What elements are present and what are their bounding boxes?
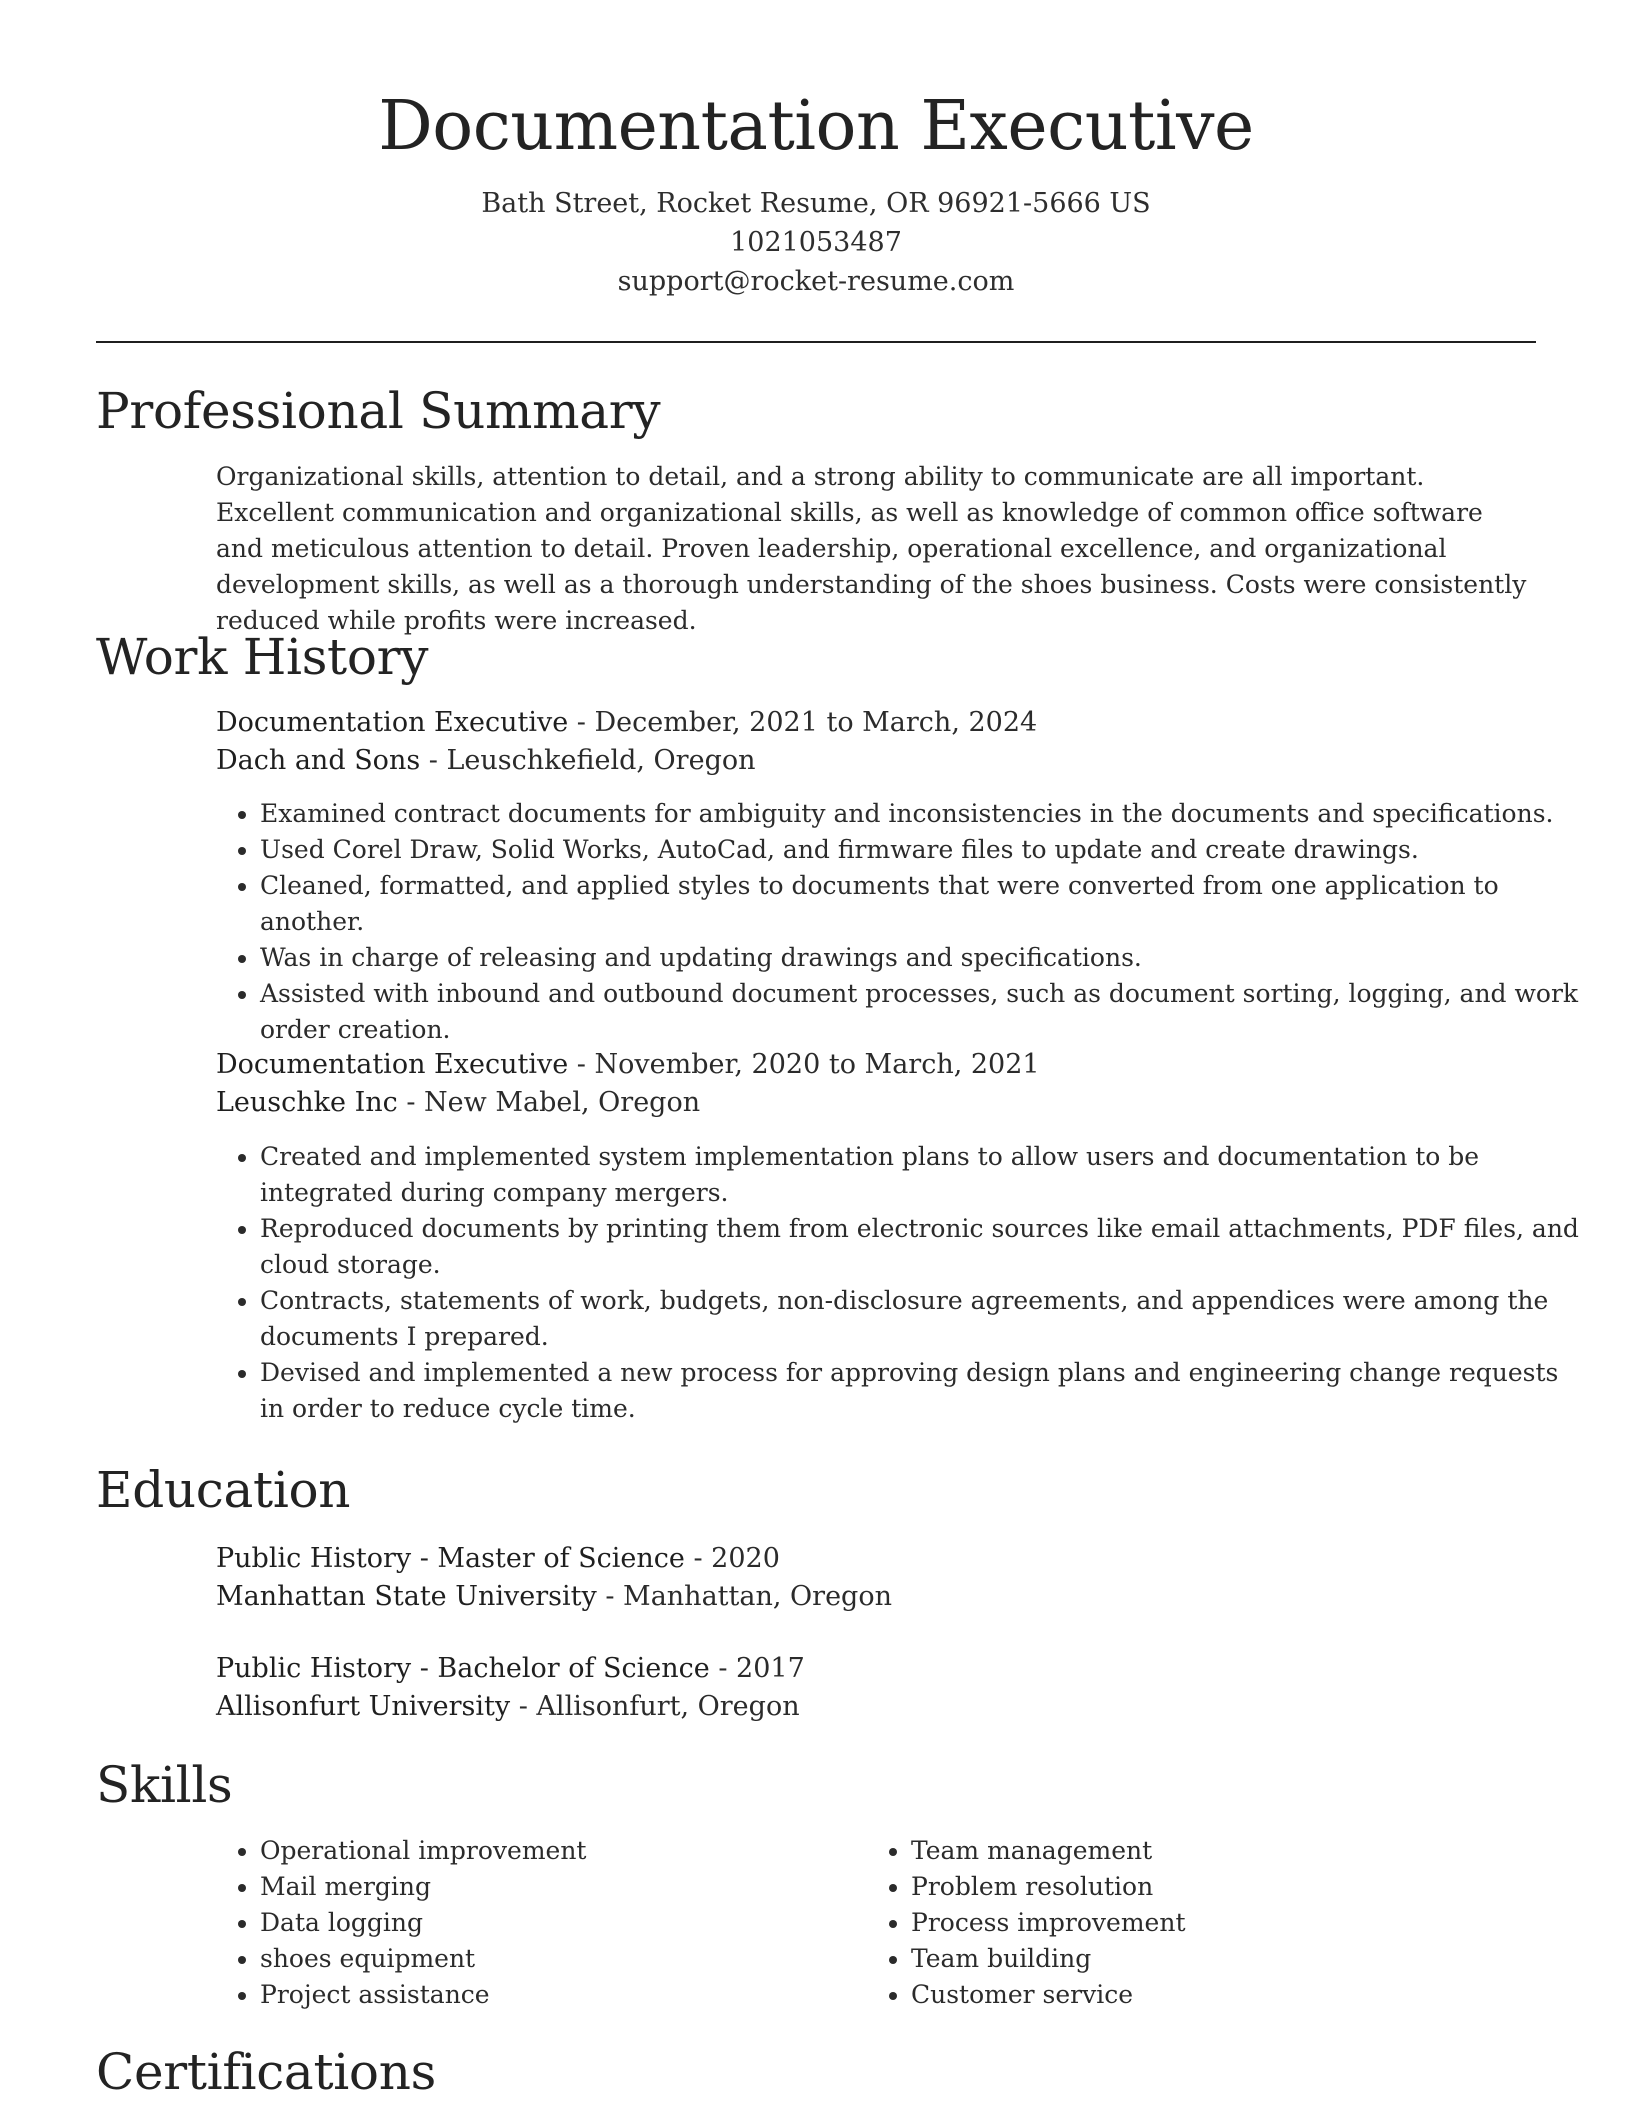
job-role: Documentation Executive: [216, 707, 569, 738]
skill-item: • Mail merging: [260, 1869, 880, 1905]
skills-list-right: [867, 1833, 1531, 2013]
education-location: - Allisonfurt, Oregon: [510, 1691, 800, 1722]
education-degree: Public History - Master of Science: [216, 1543, 685, 1574]
skill-item: • Team management: [911, 1833, 1531, 1869]
list-item: • Created and implemented system implementation plans to allow users and documentation to be integrated during company mergers.: [260, 1139, 1580, 1211]
education-entry-2: [216, 1650, 1536, 1726]
job-company: Leuschke Inc: [216, 1087, 398, 1118]
job-1-bullets: [216, 796, 1580, 1048]
section-title-work-history: Work History: [96, 628, 429, 686]
list-item: • Cleaned, formatted, and applied styles to documents that were converted from one application to another.: [260, 868, 1580, 940]
skills-list-left: [216, 1833, 880, 2013]
list-item: • Assisted with inbound and outbound document processes, such as document sorting, logging, and work order creation.: [260, 976, 1580, 1048]
job-role: Documentation Executive: [216, 1049, 569, 1080]
skill-item: • Data logging: [260, 1905, 880, 1941]
contact-phone: 1021053487: [730, 227, 902, 258]
job-title-line: [216, 1046, 1536, 1084]
skill-item: • shoes equipment: [260, 1941, 880, 1977]
summary-paragraph: Organizational skills, attention to detail, and a strong ability to communicate are all important. Excellent communication and organizational skills, as well as knowledge of common office software and meticulous attention to detail. Proven leadership, operational excellence, and organizational development skills, as well as a thorough understanding of the shoes business. Costs were consistently reduced while profits were increased.: [216, 462, 1527, 635]
section-title-education: Education: [96, 1461, 351, 1519]
education-school: Manhattan State University: [216, 1581, 597, 1612]
skill-item: • Customer service: [911, 1977, 1531, 2013]
job-entry-1: [216, 704, 1536, 780]
contact-address: Bath Street, Rocket Resume, OR 96921-5666 US: [481, 188, 1151, 219]
job-company-line: [216, 1084, 1536, 1122]
job-company-line: [216, 742, 1536, 780]
education-entry-1: [216, 1540, 1536, 1616]
education-degree: Public History - Bachelor of Science: [216, 1653, 710, 1684]
skill-item: • Process improvement: [911, 1905, 1531, 1941]
education-year: - 2020: [684, 1543, 780, 1574]
education-location: - Manhattan, Oregon: [596, 1581, 892, 1612]
education-school: Allisonfurt University: [216, 1691, 511, 1722]
job-location: - New Mabel, Oregon: [397, 1087, 701, 1118]
list-item: • Examined contract documents for ambiguity and inconsistencies in the documents and specifications.: [260, 796, 1580, 832]
skill-item: • Team building: [911, 1941, 1531, 1977]
skill-item: • Operational improvement: [260, 1833, 880, 1869]
list-item: • Used Corel Draw, Solid Works, AutoCad, and firmware files to update and create drawings.: [260, 832, 1580, 868]
list-item: • Contracts, statements of work, budgets, non-disclosure agreements, and appendices were among the documents I prepared.: [260, 1283, 1580, 1355]
section-title-certifications: Certifications: [96, 2043, 436, 2101]
education-school-line: [216, 1578, 1536, 1616]
list-item: • Was in charge of releasing and updating drawings and specifications.: [260, 940, 1580, 976]
education-year: - 2017: [709, 1653, 805, 1684]
list-item: • Devised and implemented a new process for approving design plans and engineering change requests in order to reduce cycle time.: [260, 1355, 1580, 1427]
candidate-name: Documentation Executive: [378, 87, 1254, 166]
job-location: - Leuschkefield, Oregon: [420, 745, 756, 776]
resume-header: [0, 84, 1632, 301]
job-company: Dach and Sons: [216, 745, 421, 776]
job-dates: - December, 2021 to March, 2024: [568, 707, 1038, 738]
job-2-bullets: [216, 1139, 1580, 1427]
skill-item: • Project assistance: [260, 1977, 880, 2013]
skill-item: • Problem resolution: [911, 1869, 1531, 1905]
job-title-line: [216, 704, 1536, 742]
list-item: • Reproduced documents by printing them from electronic sources like email attachments, PDF files, and cloud storage.: [260, 1211, 1580, 1283]
education-degree-line: [216, 1650, 1536, 1688]
contact-block: [0, 184, 1632, 301]
job-dates: - November, 2020 to March, 2021: [568, 1049, 1040, 1080]
section-title-summary: Professional Summary: [96, 382, 661, 440]
header-divider: [96, 341, 1536, 343]
contact-email: support@rocket-resume.com: [617, 266, 1015, 297]
education-school-line: [216, 1688, 1536, 1726]
job-entry-2: [216, 1046, 1536, 1122]
education-degree-line: [216, 1540, 1536, 1578]
section-title-skills: Skills: [96, 1756, 233, 1814]
